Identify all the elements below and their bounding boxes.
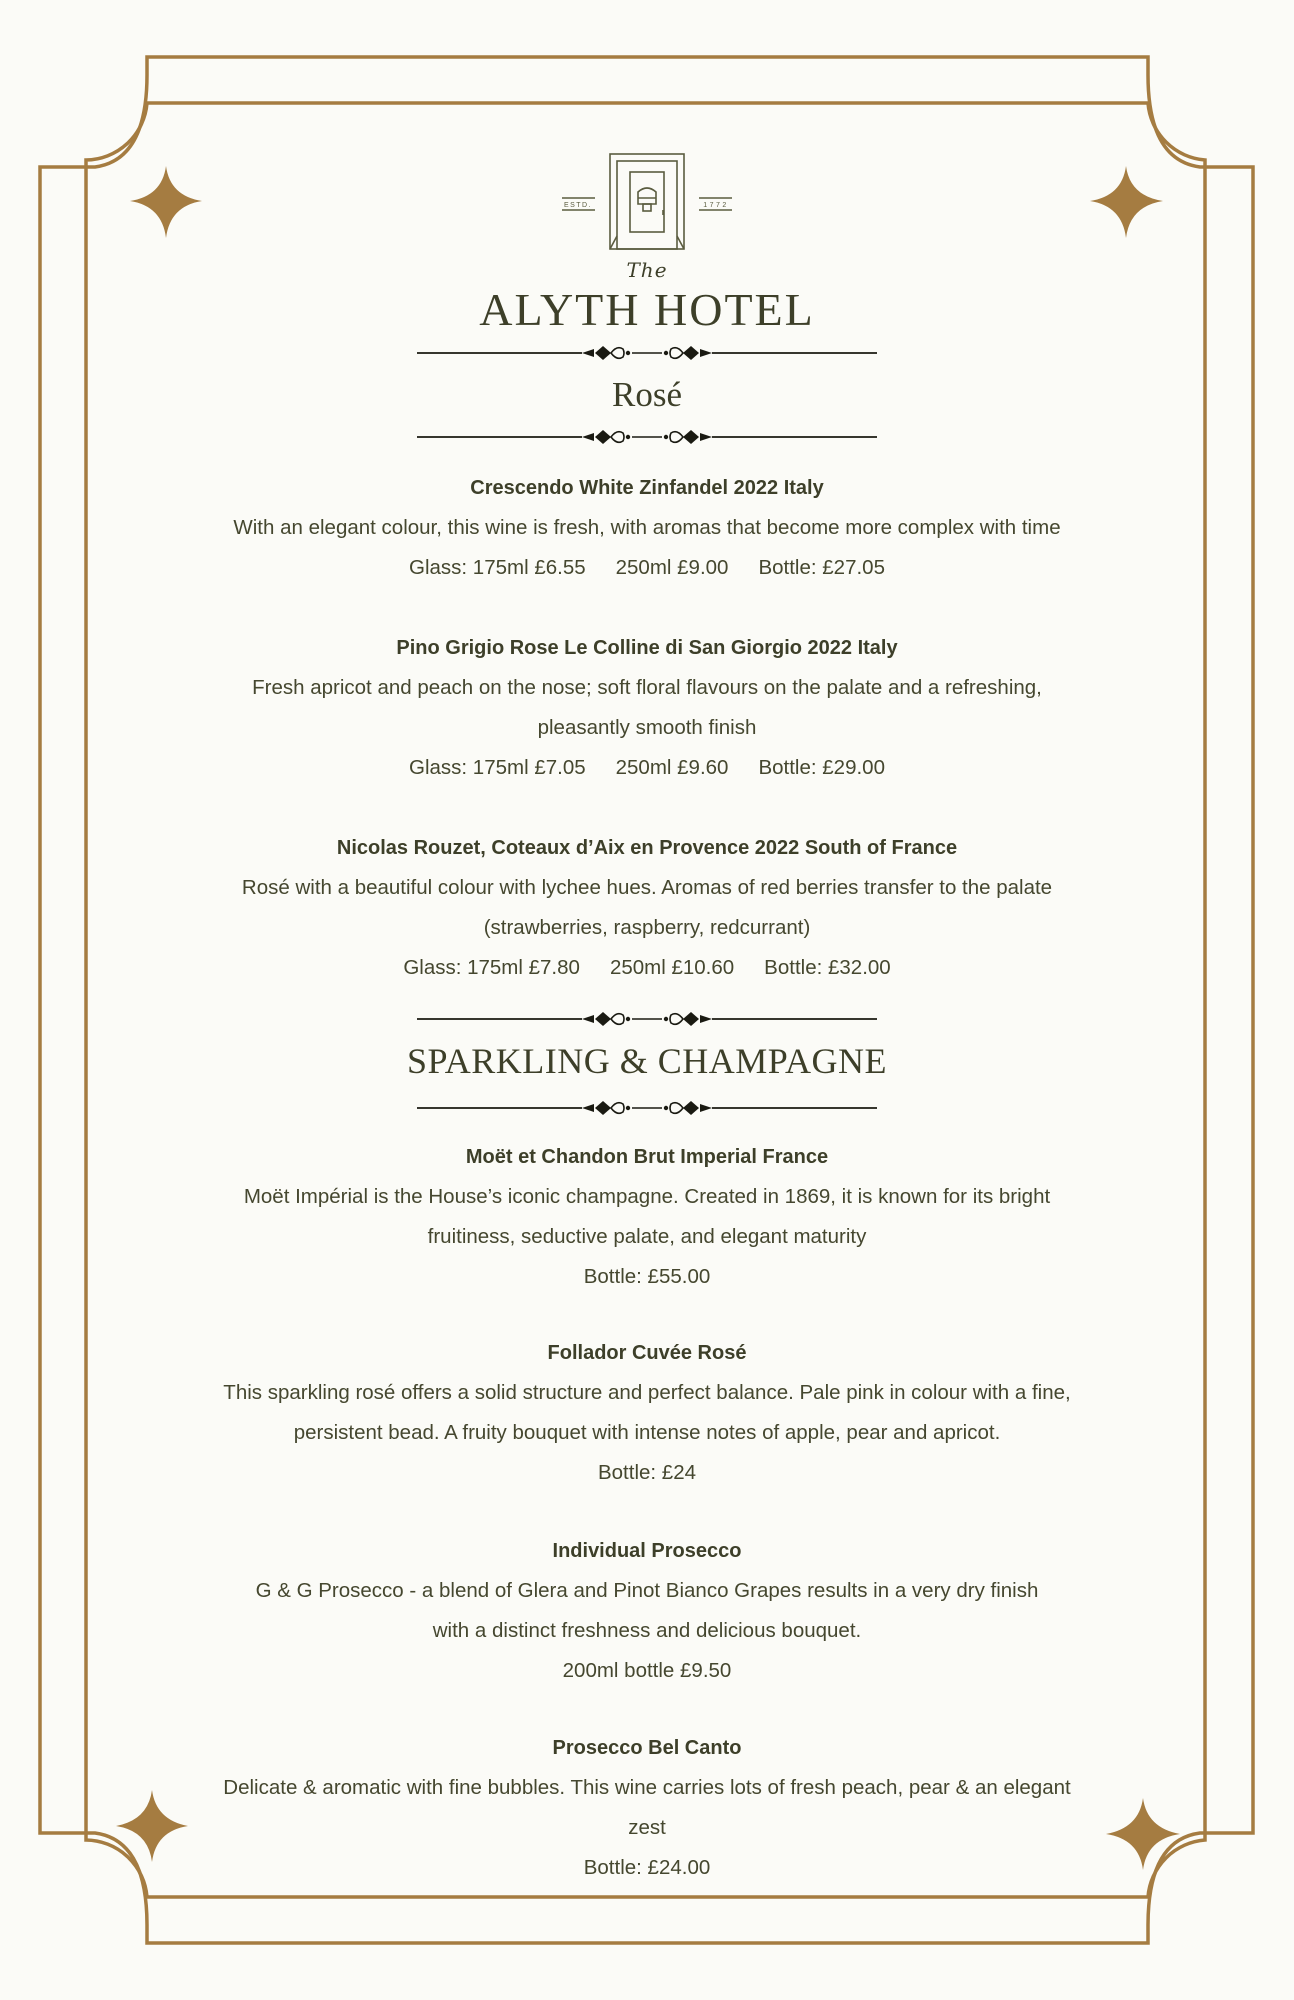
wine-description: with a distinct freshness and delicious bouquet.	[432, 1619, 862, 1642]
sparkle-icon	[130, 166, 202, 238]
wine-price	[0, 948, 1294, 988]
wine-item	[0, 1728, 1294, 1888]
wine-description: With an elegant colour, this wine is fresh, with aromas that become more complex with time	[233, 516, 1061, 539]
wine-price	[0, 1651, 1294, 1691]
price-bottle: Bottle: £32.00	[764, 956, 891, 979]
wine-name: Prosecco Bel Canto	[552, 1737, 742, 1759]
price-glass-250: 250ml £9.00	[615, 556, 729, 579]
wine-name: Nicolas Rouzet, Coteaux d’Aix en Provence 2022 South of France	[336, 837, 958, 859]
wine-description: Rosé with a beautiful colour with lychee hues. Aromas of red berries transfer to the palate	[241, 876, 1053, 899]
ornament-divider	[417, 429, 877, 445]
sparkle-icon	[1090, 166, 1163, 238]
wine-item	[0, 1333, 1294, 1493]
ornament-divider	[417, 1011, 877, 1027]
wine-description: Delicate & aromatic with fine bubbles. This wine carries lots of fresh peach, pear & an elegant	[223, 1776, 1071, 1799]
wine-item	[0, 1137, 1294, 1297]
price-bottle: Bottle: £24	[597, 1461, 696, 1484]
price-glass-175: Glass: 175ml £6.55	[409, 556, 586, 579]
ornament-divider	[417, 1100, 877, 1116]
wine-description: This sparkling rosé offers a solid structure and perfect balance. Pale pink in colour with a fine,	[223, 1381, 1071, 1404]
wine-description: Moët Impérial is the House’s iconic champagne. Created in 1869, it is known for its bright	[243, 1185, 1051, 1208]
logo-estd-text: ESTD.	[563, 202, 593, 209]
wine-description: Fresh apricot and peach on the nose; soft floral flavours on the palate and a refreshing,	[252, 676, 1042, 699]
wine-item	[0, 628, 1294, 788]
wine-description: fruitiness, seductive palate, and elegant maturity	[427, 1225, 867, 1248]
price-bottle: Bottle: £29.00	[758, 756, 885, 779]
hotel-logo	[547, 150, 747, 260]
wine-description: (strawberries, raspberry, redcurrant)	[483, 916, 811, 939]
wine-name: Moët et Chandon Brut Imperial France	[465, 1146, 829, 1168]
logo-year-text: 1772	[703, 202, 729, 209]
wine-price	[0, 548, 1294, 588]
price-glass-250: 250ml £9.60	[615, 756, 729, 779]
wine-price	[0, 748, 1294, 788]
section-title-sparkling: SPARKLING & CHAMPAGNE	[407, 1041, 887, 1081]
price-glass-175: Glass: 175ml £7.05	[409, 756, 586, 779]
wine-price	[0, 1453, 1294, 1493]
section-title-rose: Rosé	[612, 375, 682, 414]
wine-name: Individual Prosecco	[552, 1540, 742, 1562]
price-bottle: Bottle: £24.00	[583, 1856, 711, 1879]
price-glass-250: 250ml £10.60	[609, 956, 735, 979]
wine-description: zest	[628, 1816, 666, 1839]
price-bottle: Bottle: £27.05	[758, 556, 885, 579]
wine-name: Pino Grigio Rose Le Colline di San Giorgio 2022 Italy	[396, 637, 898, 659]
hotel-name: ALYTH HOTEL	[479, 284, 815, 335]
wine-name: Crescendo White Zinfandel 2022 Italy	[470, 477, 824, 499]
wine-description: persistent bead. A fruity bouquet with intense notes of apple, pear and apricot.	[293, 1421, 1001, 1444]
wine-description: pleasantly smooth finish	[537, 716, 757, 739]
price-glass-175: Glass: 175ml £7.80	[403, 956, 580, 979]
ornament-divider	[417, 345, 877, 361]
wine-item	[0, 828, 1294, 988]
wine-item	[0, 468, 1294, 588]
hotel-name-prefix: The	[626, 258, 668, 282]
wine-name: Follador Cuvée Rosé	[547, 1342, 747, 1364]
price-bottle: 200ml bottle £9.50	[562, 1659, 732, 1682]
price-bottle: Bottle: £55.00	[583, 1265, 711, 1288]
wine-price	[0, 1257, 1294, 1297]
wine-price	[0, 1848, 1294, 1888]
wine-description: G & G Prosecco - a blend of Glera and Pinot Bianco Grapes results in a very dry finish	[255, 1579, 1039, 1602]
wine-item	[0, 1531, 1294, 1691]
